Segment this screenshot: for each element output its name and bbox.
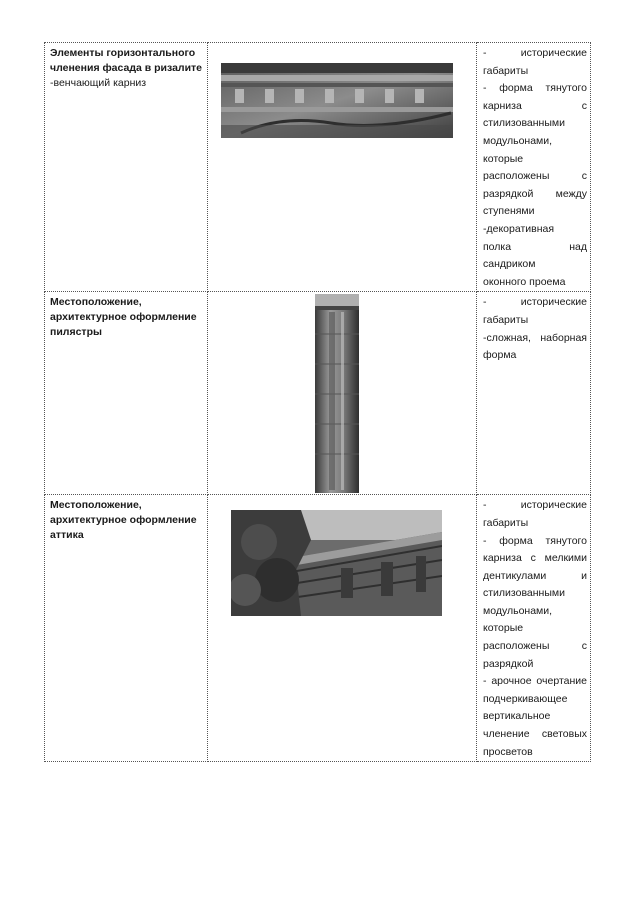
pilaster-photo: [315, 294, 359, 493]
characteristic-line: - исторические: [483, 296, 587, 309]
characteristic-line: которые: [483, 622, 524, 635]
characteristic-line: сандриком: [483, 258, 536, 271]
characteristic-line: - форма тянутого: [483, 82, 587, 95]
element-name: Местоположение, архитектурное оформление аттика: [50, 499, 197, 542]
characteristic-line: - исторические: [483, 499, 587, 512]
table-row: [45, 43, 591, 292]
photo-cell: [208, 292, 477, 495]
characteristic-line: расположены с: [483, 640, 587, 653]
characteristic-line: модульонами,: [483, 134, 553, 147]
characteristic-line: стилизованными: [483, 587, 565, 600]
characteristic-line: стилизованными: [483, 117, 565, 130]
element-name-cell: [45, 495, 208, 762]
characteristic-line: форма: [483, 349, 517, 362]
photo-cell: [208, 495, 477, 762]
characteristic-line: которые: [483, 152, 524, 165]
characteristics-cell: [477, 495, 591, 762]
table-row: [45, 292, 591, 495]
table-row: [45, 495, 591, 762]
characteristic-line: разрядкой между: [483, 187, 587, 200]
characteristic-line: просветов: [483, 745, 533, 758]
characteristic-line: карниза с мелкими: [483, 552, 587, 565]
photo-cell: [208, 43, 477, 292]
characteristic-line: - форма тянутого: [483, 534, 587, 547]
characteristic-line: вертикальное: [483, 710, 551, 723]
facade-elements-table: [44, 42, 591, 762]
characteristic-line: оконного проема: [483, 275, 566, 288]
element-name-cell: [45, 292, 208, 495]
characteristics-list: [477, 495, 590, 761]
characteristic-line: дентикулами и: [483, 569, 587, 582]
element-name: Элементы горизонтального членения фасада в ризалите: [50, 47, 203, 74]
characteristic-line: габариты: [483, 313, 529, 326]
characteristic-line: габариты: [483, 516, 529, 529]
attic-photo: [231, 510, 442, 616]
characteristic-line: -декоративная: [483, 222, 555, 235]
cornice-photo: [221, 63, 453, 138]
characteristic-line: - исторические: [483, 47, 587, 59]
element-subname: -венчающий карниз: [50, 77, 147, 89]
characteristics-list: [477, 43, 590, 291]
characteristics-cell: [477, 292, 591, 495]
characteristic-line: полка над: [483, 240, 587, 253]
characteristic-line: расположены с: [483, 170, 587, 183]
characteristics-cell: [477, 43, 591, 292]
element-name: Местоположение, архитектурное оформление пилястры: [50, 296, 197, 339]
characteristic-line: разрядкой: [483, 657, 534, 670]
characteristic-line: ступенями: [483, 205, 535, 218]
characteristics-list: [477, 292, 590, 364]
characteristic-line: членение световых: [483, 728, 587, 741]
characteristic-line: подчеркивающее: [483, 692, 568, 705]
characteristic-line: модульонами,: [483, 604, 553, 617]
characteristic-line: габариты: [483, 64, 529, 77]
element-name-cell: [45, 43, 208, 292]
characteristic-line: карниза с: [483, 99, 587, 112]
characteristic-line: - арочное очертание: [483, 675, 587, 688]
characteristic-line: -сложная, наборная: [483, 331, 587, 344]
